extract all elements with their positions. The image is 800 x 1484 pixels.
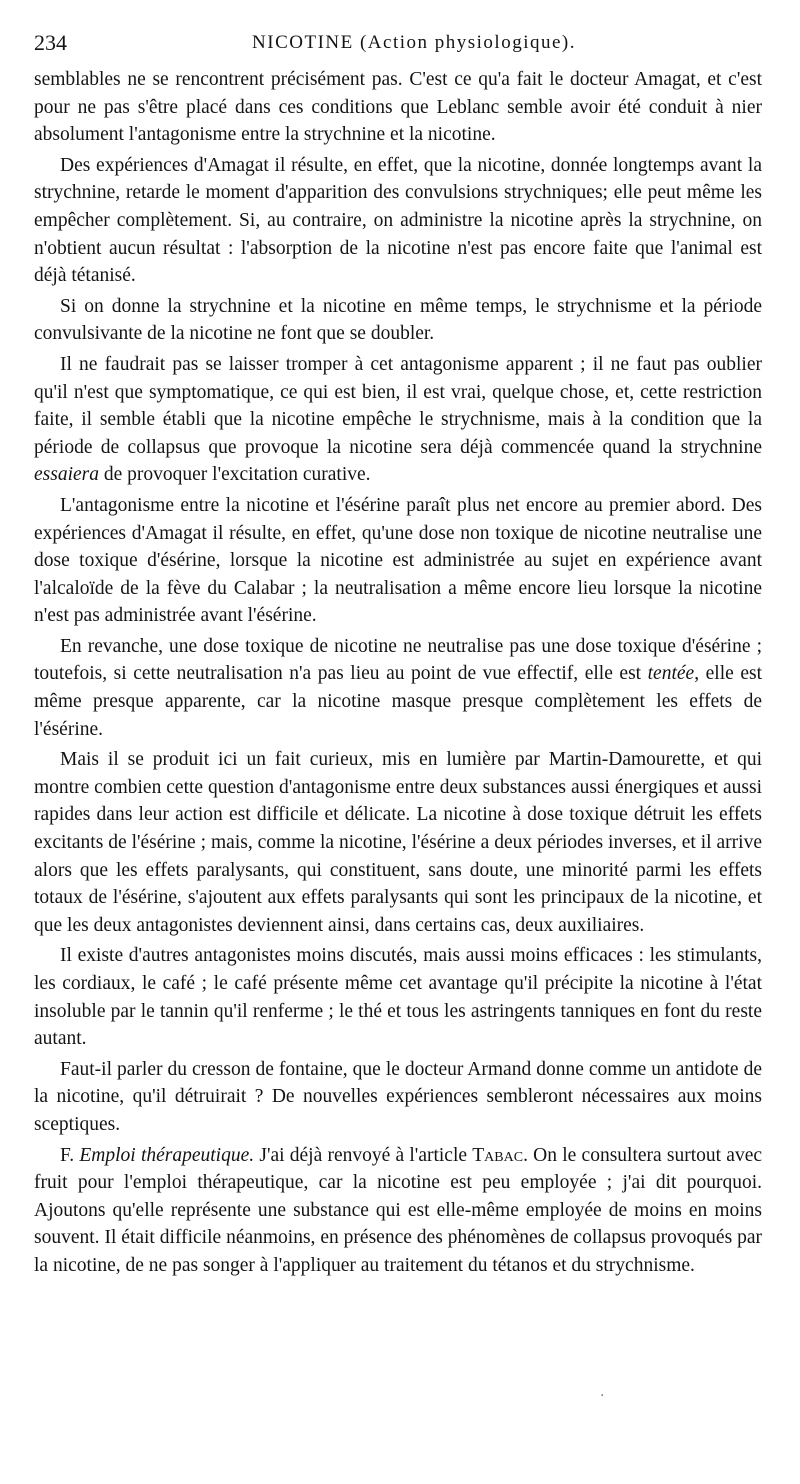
italic-text: essaiera — [34, 464, 99, 486]
paragraph-text: J'ai déjà renvoyé à l'article — [254, 1144, 473, 1166]
paragraph-text: Des expériences d'Amagat il résulte, en effet, que la nicotine, donnée longtemps avant la strychnine, retarde le moment d'apparition des convulsions strychniques; elle peut même les empêcher complètement. Si, au contraire, on administre la nicotine après la strychnine, on n'obtient aucun résultat : l'absorption de la nicotine n'est pas encore faite que l'animal est déjà tétanisé. — [34, 154, 762, 287]
paragraph-text: L'antagonisme entre la nicotine et l'ésérine paraît plus net encore au premier abord. Des expériences d'Amagat il résulte, en effet, qu'une dose non toxique de nicotine neutralise une dose toxique d'ésérine, lorsque la nicotine est administrée au sujet en expérience avant l'alcaloïde de la fève du Calabar ; la neutralisation a même encore lieu lorsque la nicotine n'est pas administrée avant l'ésérine. — [34, 494, 762, 627]
italic-text: Emploi thérapeutique. — [79, 1144, 255, 1166]
paragraph — [34, 1056, 762, 1139]
italic-text: tentée — [647, 663, 695, 685]
paragraph-text: Faut-il parler du cresson de fontaine, que le docteur Armand donne comme un antidote de la nicotine, qu'il détruirait ? De nouvelles expériences sembleront nécessaires aux moins sceptiques. — [34, 1058, 762, 1135]
paragraph-text: . On le consultera surtout avec fruit pour l'emploi thérapeutique, car la nicotine est peu employée ; j'ai dit pourquoi. Ajoutons qu'elle représente une substance qui est elle-même employée de moins en moins souvent. Il était difficile néanmoins, en présence des phénomènes de collapsus provoqués par la nicotine, de ne pas songer à l'appliquer au traitement du tétanos et du strychnisme. — [34, 1144, 763, 1276]
body-text — [34, 66, 762, 1283]
page-number: 234 — [34, 30, 67, 55]
paragraph-text: Mais il se produit ici un fait curieux, mis en lumière par Martin-Damourette, et qui montre combien cette question d'antagonisme entre deux substances aussi énergiques et aussi rapides dans leur action est difficile et délicate. La nicotine à dose toxique détruit les effets excitants de l'ésérine ; mais, comme la nicotine, l'ésérine a deux périodes inverses, et il arrive alors que les effets paralysants, qui constituent, sans doute, une minorité parmi les effets totaux de l'ésérine, s'ajoutent aux effets paralysants qui sont les principaux de la nicotine, et que les deux antagonistes deviennent ainsi, dans certains cas, deux auxiliaires. — [34, 749, 762, 936]
paragraph — [34, 152, 762, 290]
paragraph — [34, 942, 762, 1052]
paragraph-text: F. — [60, 1144, 80, 1166]
running-title: NICOTINE (Action physiologique). — [252, 32, 576, 53]
paragraph — [34, 492, 762, 630]
paragraph — [34, 66, 762, 149]
paragraph-text: , elle est même presque apparente, car la nicotine masque presque complètement les effets de l'ésérine. — [34, 663, 762, 740]
paragraph-text: En revanche, une dose toxique de nicotine ne neutralise pas une dose toxique d'ésérine ; toutefois, si cette neutralisation n'a pas lieu au point de vue effectif, elle est — [34, 635, 762, 685]
smallcaps-text: Tabac — [472, 1144, 524, 1166]
paragraph — [34, 293, 762, 348]
paragraph-text: Il existe d'autres antagonistes moins discutés, mais aussi moins efficaces : les stimulants, les cordiaux, le café ; le café présente même cet avantage qu'il précipite la nicotine à l'état insoluble par le tannin qu'il renferme ; le thé et tous les astringents tanniques en font du reste autant. — [34, 945, 762, 1050]
print-speck: · — [600, 1388, 605, 1404]
paragraph-text: Si on donne la strychnine et la nicotine en même temps, le strychnisme et la période convulsivante de la nicotine ne font que se doubler. — [34, 295, 762, 345]
paragraph-text: Il ne faudrait pas se laisser tromper à cet antagonisme apparent ; il ne faut pas oublier qu'il n'est que symptomatique, ce qui est bien, il est vrai, quelque chose, et, cette restriction faite, il semble établi que la nicotine empêche le strychnisme, mais à la condition que la période de collapsus que provoque la nicotine sera déjà commencée quand la strychnine — [34, 353, 762, 458]
page-header — [34, 24, 766, 62]
paragraph-text: semblables ne se rencontrent précisément pas. C'est ce qu'a fait le docteur Amagat, et c'est pour ne pas s'être placé dans ces conditions que Leblanc semble avoir été conduit à nier absolument l'antagonisme entre la strychnine et la nicotine. — [34, 69, 762, 146]
paragraph — [34, 746, 762, 939]
paragraph — [34, 351, 762, 489]
paragraph-text: de provoquer l'excitation curative. — [99, 464, 371, 486]
paragraph — [34, 633, 762, 743]
paragraph — [34, 1142, 762, 1280]
